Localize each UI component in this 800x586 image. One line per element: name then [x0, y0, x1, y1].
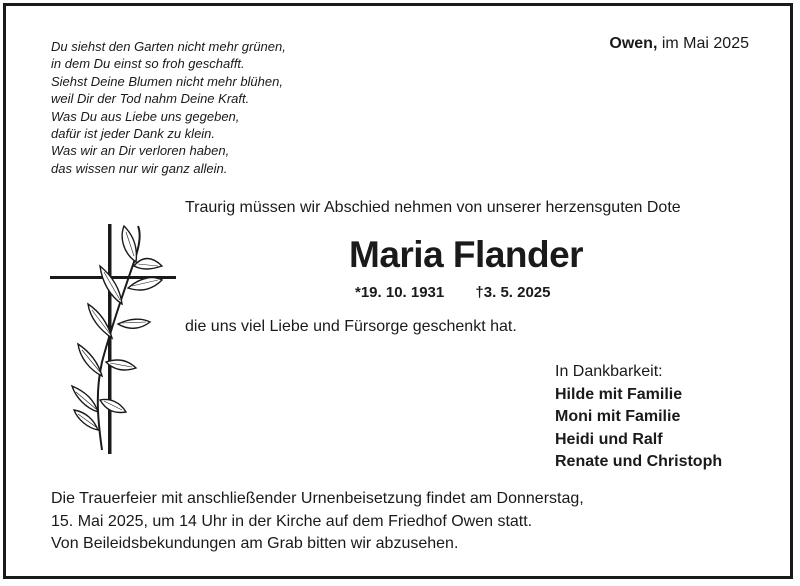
closing-text: die uns viel Liebe und Fürsorge geschenkt hat. — [185, 318, 517, 335]
life-dates — [355, 284, 551, 301]
funeral-line: Die Trauerfeier mit anschließender Urnenbeisetzung findet am Donnerstag, — [51, 490, 584, 507]
poem-line: Du siehst den Garten nicht mehr grünen, — [51, 39, 286, 54]
place-and-date — [609, 35, 749, 53]
poem-line: das wissen nur wir ganz allein. — [51, 160, 228, 176]
intro-text: Traurig müssen wir Abschied nehmen von unserer herzensguten Dote — [185, 199, 681, 216]
mourner-name: Renate und Christoph — [555, 453, 723, 470]
poem-line: dafür ist jeder Dank zu klein. — [51, 126, 216, 142]
funeral-line: 15. Mai 2025, um 14 Uhr in der Kirche auf dem Friedhof Owen statt. — [51, 512, 533, 530]
poem-line: weil Dir der Tod nahm Deine Kraft. — [51, 91, 250, 107]
mourners-label: In Dankbarkeit: — [555, 363, 663, 380]
poem — [51, 38, 286, 177]
mourners — [555, 361, 722, 474]
poem-line: in dem Du einst so froh geschafft. — [51, 56, 245, 72]
notice-date: im Mai 2025 — [661, 35, 749, 52]
mourner-name: Heidi und Ralf — [555, 430, 663, 448]
place-name: Owen, — [609, 35, 658, 52]
deceased-name: Maria Flander — [349, 234, 584, 275]
birth-date: *19. 10. 1931 — [355, 284, 445, 301]
death-date: †3. 5. 2025 — [475, 284, 551, 301]
funeral-line: Von Beileidsbekundungen am Grab bitten wir abzusehen. — [51, 535, 459, 552]
funeral-details — [51, 488, 584, 556]
mourner-name: Moni mit Familie — [555, 408, 681, 425]
mourner-name: Hilde mit Familie — [555, 385, 683, 403]
poem-line: Was Du aus Liebe uns gegeben, — [51, 108, 240, 124]
poem-line: Siehst Deine Blumen nicht mehr blühen, — [51, 73, 283, 89]
cross-with-olive-branch-icon — [50, 222, 180, 454]
poem-line: Was wir an Dir verloren haben, — [51, 143, 230, 159]
